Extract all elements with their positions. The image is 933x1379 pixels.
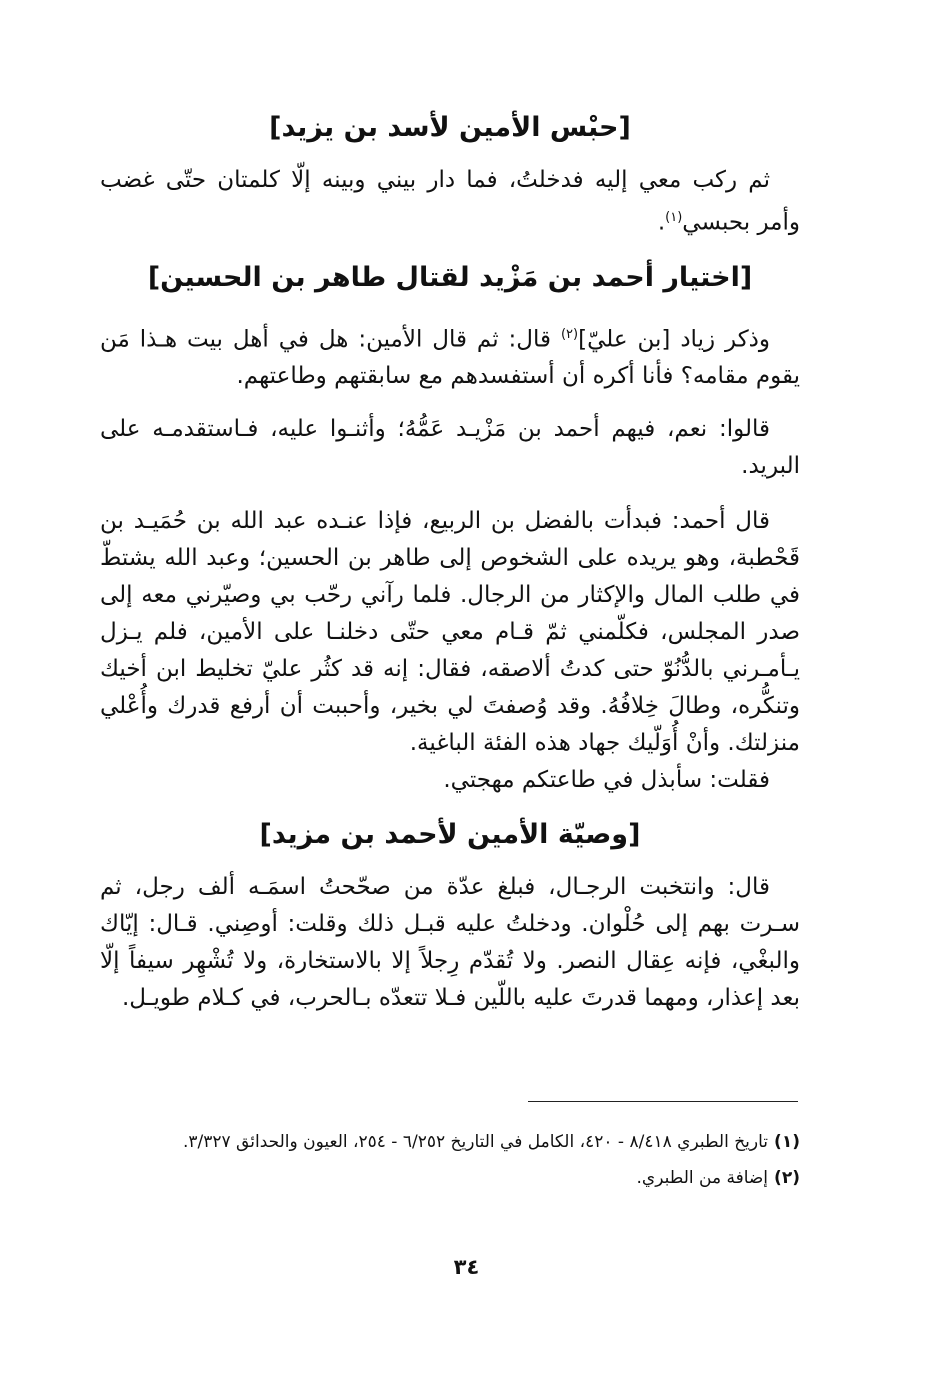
footnote-number: (٢) — [774, 1168, 800, 1188]
section-heading-ahmad-selection: [اختيار أحمد بن مَزْيد لقتال طاهر بن الحسين] — [147, 261, 753, 293]
paragraph-i-said: فقلت: سأبذل في طاعتكم مهجتي. — [443, 767, 770, 794]
paragraph-amin-advice: قال: وانتخبت الرجـال، فبلغ عدّة من صحّحتُ اسمَـه ألف رجل، ثم سـرت بهم إلى حُلْوان. ودخلتُ عليه قبـل ذلك وقلت: أوصِني. قـال: إيّاك والبغْي، فإنه عِقال النصر. ولا تُقدّم رِجلاً إلا بالاستخارة، ولا تُشْهِر سيفاً إلّا بعد إعذار، ومهما قدرتَ عليه باللّين فـلا تتعدّه بـالحرب، في كـلام طويـل. — [100, 874, 800, 1012]
footnote-2 — [104, 1163, 800, 1193]
page-number: ٣٤ — [453, 1255, 480, 1279]
footnote-number: (١) — [774, 1132, 800, 1152]
paragraph-text: قال: ثم قال الأمين: هل في أهل بيت هـذا مَن يقوم مقامه؟ فأنا أكره أن أستفسدهم مع سابقتهم وطاعتهم. — [100, 326, 800, 390]
paragraph-asad-imprisonment — [100, 162, 800, 242]
paragraph-ahmad-said: قال أحمد: فبدأت بالفضل بن الربيع، فإذا عنـده عبد الله بن حُمَيـد بن قَحْطبة، وهو يريده على الشخوص إلى طاهر بن الحسين؛ وعبد الله يشتطّ في طلب المال والإكثار من الرجال. فلما رآني رحّب بي وصيّرني معه إلى صدر المجلس، فكلّمني ثمّ قـام معي حتّى دخلنـا على الأمين، فلم يـزل يـأمـرني بالدُّنُوّ حتى كدتُ ألاصقه، فقال: إنه قد كثُر عليّ تخليط ابن أخيك وتنكُّره، وطالَ خِلافُهُ. وقد وُصفتَ لي بخير، وأحببت أن أرفع قدرك وأُعْلي منزلتك. وأنْ أُوَلّيك جهاد هذه الفئة الباغية. — [100, 508, 800, 757]
page-body — [100, 108, 800, 1017]
footnote-separator — [528, 1101, 798, 1102]
section-heading-asad-imprisonment: [حبْس الأمين لأسد بن يزيد] — [269, 112, 631, 143]
paragraph-they-said: قالوا: نعم، فيهم أحمد بن مَزْيـد عَمُّهُ؛ وأثنـوا عليه، فـاستقدمـه على البريد. — [100, 416, 800, 480]
footnote-reference-1[interactable]: (١) — [665, 210, 683, 225]
paragraph-text-end: . — [657, 209, 666, 236]
footnote-reference-2[interactable]: (٢) — [560, 326, 579, 342]
paragraph-text-start: وذكر زياد [بن عليّ] — [578, 326, 770, 353]
paragraph-text: ثم ركب معي إليه فدخلتُ، فما دار بيني وبينه إلّا كلمتان حتّى غضب وأمر بحبسي — [100, 167, 800, 236]
footnote-text: إضافة من الطبري. — [636, 1168, 769, 1188]
footnote-text: تاريخ الطبري ٨/٤١٨ - ٤٢٠، الكامل في التاريخ ٦/٢٥٢ - ٢٥٤، العيون والحدائق ٣/٣٢٧. — [182, 1132, 769, 1152]
paragraph-ziyad-report — [100, 316, 800, 396]
section-heading-amin-advice: [وصيّة الأمين لأحمد بن مزيد] — [259, 819, 641, 851]
footnotes — [104, 1127, 800, 1193]
footnote-1 — [104, 1127, 800, 1157]
